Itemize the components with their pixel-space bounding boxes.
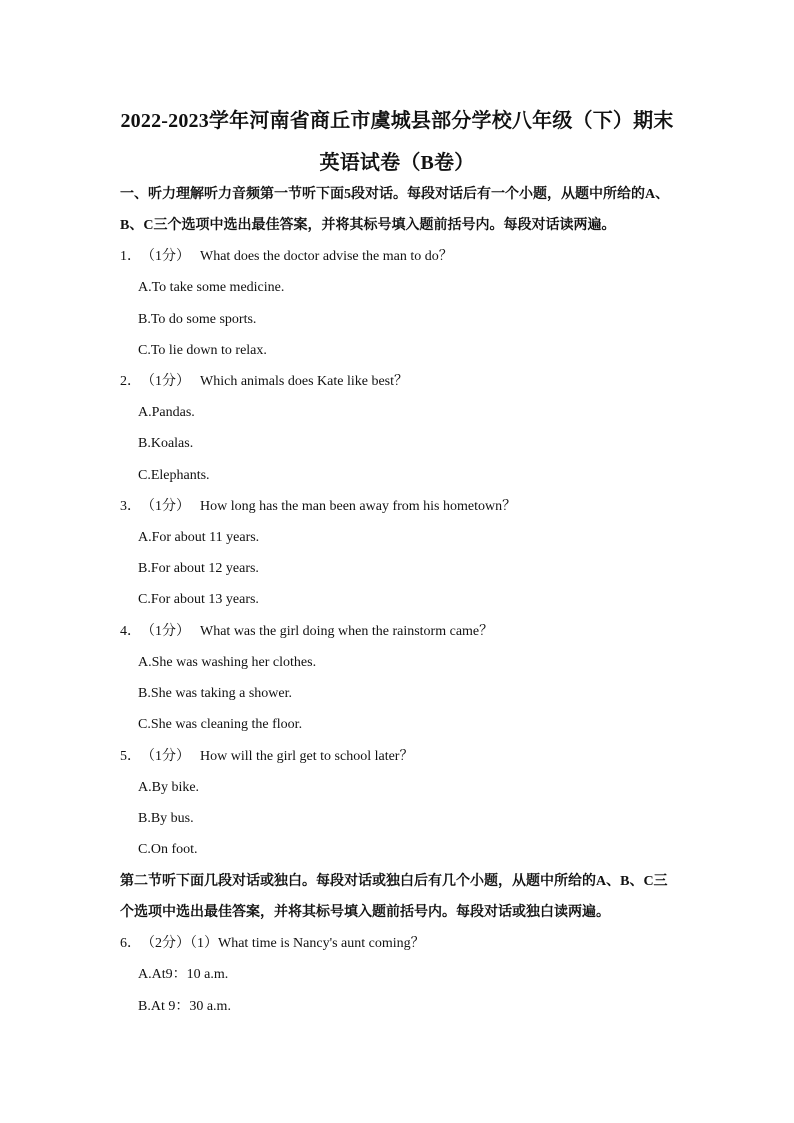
question-score: （1分） — [141, 374, 190, 389]
option-5b: B.By bus. — [138, 811, 194, 826]
question-number: 5． — [120, 749, 141, 764]
section1-instruction-line2: B、C三个选项中选出最佳答案，并将其标号填入题前括号内。每段对话读两遍。 — [120, 218, 616, 233]
option-6b: B.At 9：30 a.m. — [138, 999, 231, 1014]
question-number: 4． — [120, 624, 141, 639]
section1-instruction-line1: 一、听力理解听力音频第一节听下面5段对话。每段对话后有一个小题，从题中所给的A、 — [120, 187, 670, 202]
option-4b: B.She was taking a shower. — [138, 686, 292, 701]
question-score: （1分） — [141, 749, 190, 764]
question-2 — [120, 373, 408, 391]
option-1b: B.To do some sports. — [138, 312, 257, 327]
option-2b: B.Koalas. — [138, 436, 194, 451]
question-3 — [120, 498, 516, 516]
question-number: 6． — [120, 936, 141, 951]
option-5c: C.On foot. — [138, 842, 198, 857]
question-score: （2分） — [141, 936, 190, 951]
option-1c: C.To lie down to relax. — [138, 343, 267, 358]
option-5a: A.By bike. — [138, 780, 200, 795]
question-5 — [120, 748, 413, 766]
option-2a: A.Pandas. — [138, 405, 195, 420]
question-number: 2． — [120, 374, 141, 389]
option-3b: B.For about 12 years. — [138, 561, 259, 576]
question-number: 3． — [120, 499, 141, 514]
option-1a: A.To take some medicine. — [138, 280, 285, 295]
question-score: （1分） — [141, 624, 190, 639]
question-text: What was the girl doing when the rainstorm came？ — [200, 624, 494, 639]
exam-title-line1: 2022-2023学年河南省商丘市虞城县部分学校八年级（下）期末 — [120, 110, 674, 132]
question-score: （1分） — [141, 249, 190, 264]
question-text: How long has the man been away from his hometown？ — [200, 499, 517, 514]
section2-instruction-line2: 个选项中选出最佳答案，并将其标号填入题前括号内。每段对话或独白读两遍。 — [120, 905, 610, 920]
option-3c: C.For about 13 years. — [138, 592, 259, 607]
question-text: What does the doctor advise the man to do？ — [200, 249, 453, 264]
question-6 — [120, 935, 425, 953]
question-score: （1分） — [141, 499, 190, 514]
question-4 — [120, 623, 493, 641]
option-6a: A.At9：10 a.m. — [138, 967, 229, 982]
question-text: Which animals does Kate like best？ — [200, 374, 408, 389]
section2-instruction-line1: 第二节听下面几段对话或独白。每段对话或独白后有几个小题，从题中所给的A、B、C三 — [120, 874, 668, 889]
option-2c: C.Elephants. — [138, 468, 210, 483]
question-1 — [120, 248, 453, 266]
question-subtext: （1）What time is Nancy's aunt coming？ — [190, 936, 425, 951]
question-number: 1． — [120, 249, 141, 264]
option-4a: A.She was washing her clothes. — [138, 655, 317, 670]
option-4c: C.She was cleaning the floor. — [138, 717, 303, 732]
option-3a: A.For about 11 years. — [138, 530, 260, 545]
exam-title-line2: 英语试卷（B卷） — [319, 152, 475, 174]
question-text: How will the girl get to school later？ — [200, 749, 414, 764]
